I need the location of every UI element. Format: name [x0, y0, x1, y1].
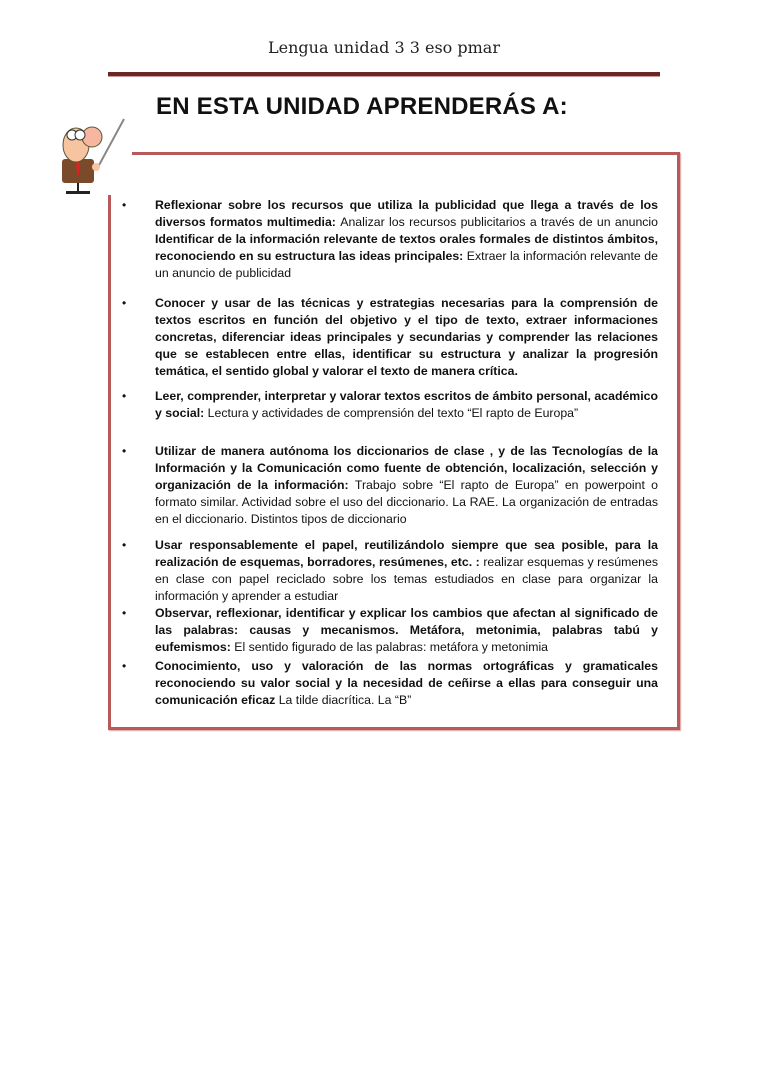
page-title: EN ESTA UNIDAD APRENDERÁS A: — [156, 93, 568, 120]
bullet-icon: • — [122, 538, 127, 552]
objective-activity: Lectura y actividades de comprensión del texto “El rapto de Europa” — [207, 406, 579, 420]
bullet-icon: • — [122, 389, 127, 403]
objective-activity: Trabajo sobre “El rapto de Europa” en powerpoint o formato similar. Actividad sobre el uso del diccionario. La RAE. La organización de entradas en el diccionario. Distintos tipos de diccionario — [155, 478, 658, 526]
objective-heading: Identificar de la información relevante de textos orales formales de distintos ámbitos, reconociendo en su estructura las ideas principales: — [155, 232, 658, 263]
objective-heading: Utilizar de manera autónoma los diccionarios de clase , y de las Tecnologías de la Información y la Comunicación como fuente de obtención, localización, selección y organización de la información: — [155, 444, 658, 492]
objective-heading: Leer, comprender, interpretar y valorar textos escritos de ámbito personal, académico y social: — [155, 389, 658, 420]
objective-heading: Observar, reflexionar, identificar y explicar los cambios que afectan al significado de las palabras: causas y mecanismos. Metáfora, metonimia, palabras tabú y eufemismos: — [155, 606, 658, 654]
objective-item — [122, 388, 658, 422]
objective-item — [122, 295, 658, 380]
objective-item — [122, 537, 658, 605]
objective-heading: Usar responsablemente el papel, reutilizándolo siempre que sea posible, para la realización de esquemas, borradores, resúmenes, etc. : — [155, 538, 658, 569]
bullet-icon: • — [122, 444, 127, 458]
objective-activity: El sentido figurado de las palabras: metáfora y metonimia — [234, 640, 549, 654]
bullet-icon: • — [122, 659, 127, 673]
teacher-illustration-icon — [50, 115, 132, 195]
bullet-icon: • — [122, 198, 127, 212]
objective-activity: Extraer la información relevante de un anuncio de publicidad — [155, 249, 658, 280]
objective-activity: realizar esquemas y resúmenes en clase con papel reciclado sobre los temas estudiados en clase para organizar la información y aprender a estudiar — [155, 555, 658, 603]
objective-heading: Reflexionar sobre los recursos que utiliza la publicidad que llega a través de los diversos formatos multimedia: — [155, 198, 658, 229]
bullet-icon: • — [122, 296, 127, 310]
objective-activity: Analizar los recursos publicitarios a través de un anuncio — [340, 215, 658, 229]
objective-item — [122, 443, 658, 528]
objective-item — [122, 658, 658, 709]
objective-item — [122, 605, 658, 656]
objective-item — [122, 197, 658, 282]
page-header: Lengua unidad 3 3 eso pmar — [268, 38, 500, 57]
objective-heading: Conocimiento, uso y valoración de las normas ortográficas y gramaticales reconociendo su valor social y la necesidad de ceñirse a ellas para conseguir una comunicación eficaz — [155, 659, 658, 707]
header-rule — [108, 72, 660, 77]
objective-heading: Conocer y usar de las técnicas y estrategias necesarias para la comprensión de textos escritos en función del objetivo y el tipo de texto, extraer informaciones concretas, diferenciar ideas principales y secundarias y comprender las relaciones que se establecen entre ellas, identificar su estructura y analizar la progresión temática, el sentido global y valorar el texto de manera crítica. — [155, 296, 658, 378]
bullet-icon: • — [122, 606, 127, 620]
objective-activity: La tilde diacrítica. La “B” — [278, 693, 412, 707]
